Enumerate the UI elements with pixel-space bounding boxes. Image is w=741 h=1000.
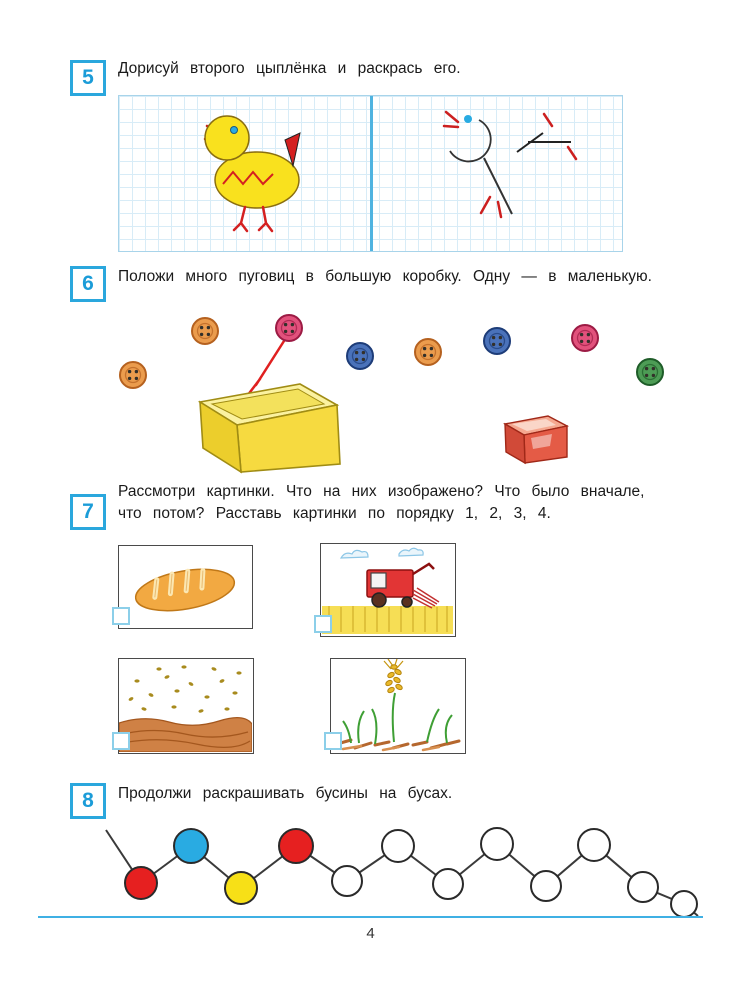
buttons-group [120,315,663,388]
task-7-text-line1: Рассмотри картинки. Что на них изображено? Что было вначале, [118,483,645,500]
button-blue [347,343,373,369]
chick-partial [444,112,576,217]
bead-uncolored[interactable] [531,871,561,901]
bead-blue [174,829,208,863]
picture-wheat-sprouts [330,658,466,754]
task-5-number-badge: 5 [70,60,106,96]
sown-field-drawing [119,659,252,752]
bead-uncolored[interactable] [671,891,697,917]
bead-red [279,829,313,863]
button-orange [415,339,441,365]
answer-box-1[interactable] [112,607,130,625]
task-7-number-badge: 7 [70,494,106,530]
task-6-number-badge: 6 [70,266,106,302]
answer-box-4[interactable] [324,732,342,750]
task-7-text [118,481,644,525]
button-orange [120,362,146,388]
bread-loaf-drawing [119,546,251,627]
task-5-text: Дорисуй второго цыплёнка и раскрась его. [118,60,461,77]
small-red-box [505,416,567,463]
button-pink [572,325,598,351]
footer-rule [38,916,703,918]
big-yellow-box [200,384,340,472]
bead-uncolored[interactable] [578,829,610,861]
wheat-ear [385,665,403,694]
buttons-and-boxes-illustration [98,303,708,481]
picture-sown-field [118,658,254,754]
bead-uncolored[interactable] [628,872,658,902]
button-orange [192,318,218,344]
picture-bread-loaf [118,545,253,629]
bead-uncolored[interactable] [332,866,362,896]
answer-box-2[interactable] [314,615,332,633]
task-6-text: Положи много пуговиц в большую коробку. Одну — в маленькую. [118,268,652,285]
cloud-icon [399,548,423,556]
bead-uncolored[interactable] [481,828,513,860]
chick-complete [205,116,300,231]
chick-grid-panel [118,95,623,252]
seeds [128,665,242,713]
bead-uncolored[interactable] [433,869,463,899]
grid-center-line [370,96,373,251]
beads-illustration [92,810,704,922]
bead-red [125,867,157,899]
bead-yellow [225,872,257,904]
task-8-number-badge: 8 [70,783,106,819]
task-7-text-line2: что потом? Расставь картинки по порядку 1, 2, 3, 4. [118,505,551,522]
page-number: 4 [366,925,375,942]
answer-box-3[interactable] [112,732,130,750]
button-green [637,359,663,385]
wheat-sprouts-drawing [331,659,464,752]
button-pink [276,315,302,341]
beads-group [106,828,698,917]
button-blue [484,328,510,354]
picture-combine-harvester [320,543,456,637]
bead-uncolored[interactable] [382,830,414,862]
combine-harvester-drawing [321,544,454,635]
cloud-icon [341,550,368,558]
task-8-text: Продолжи раскрашивать бусины на бусах. [118,785,453,802]
